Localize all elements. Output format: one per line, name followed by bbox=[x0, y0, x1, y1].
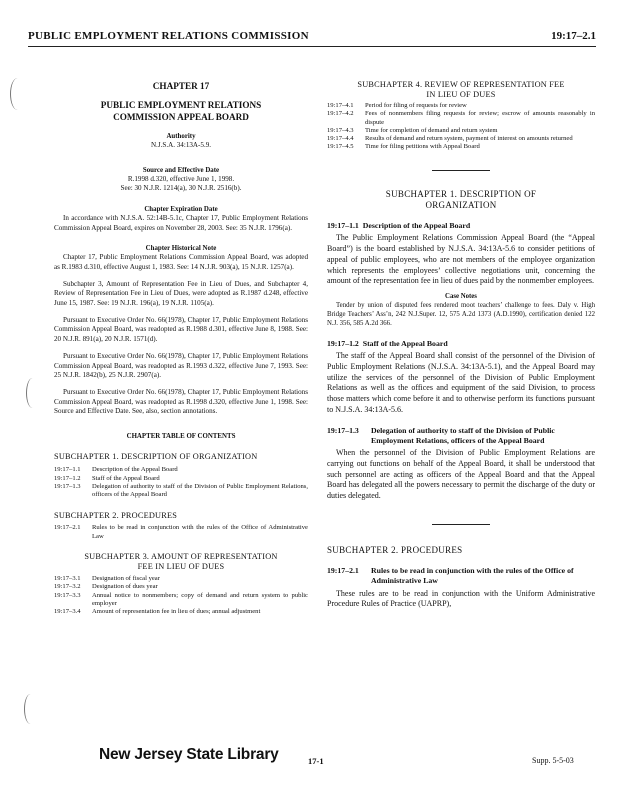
section-heading bbox=[327, 221, 595, 231]
section-body: The staff of the Appeal Board shall consist of the personnel of the Division of Public Employment Relations (N.J.S.A. 34:13A-5.1), and the Appeal Board may utilize the services of the personnel of the Division of Public Employment Relations as well as the offices and equipment of the said Division, to process those matters which come before it and to otherwise perform its functions pursuant to N.J.S.A. 34:13A-5.6. bbox=[327, 351, 595, 414]
toc-list bbox=[327, 102, 595, 152]
toc-list bbox=[54, 466, 308, 499]
historical-note: Subchapter 3, Amount of Representation Fee in Lieu of Dues, and Subchapter 4, Review of Representation Fee in Lieu of Dues, were adopted as R.1987 d.248, effective June 15, 1987. See: 19 N.J.R. 196(a), 19 N.J.R. 1105(a). bbox=[54, 280, 308, 307]
toc-item: 19:17–3.1 Designation of fiscal year bbox=[54, 574, 160, 582]
toc-item: 19:17–4.5 Time for filing petitions with Appeal Board bbox=[327, 143, 480, 151]
toc-subchapter-title: SUBCHAPTER 3. AMOUNT OF REPRESENTATION FEE IN LIEU OF DUES bbox=[84, 552, 278, 572]
chapter-title bbox=[54, 100, 308, 124]
section-title: Delegation of authority to staff of the Division of Public Employment Relations, officers of the Appeal Board bbox=[371, 425, 555, 445]
section-heading bbox=[327, 339, 595, 349]
authority-text: N.J.S.A. 34:13A-5.9. bbox=[150, 141, 212, 150]
case-notes-text: Tender by union of disputed fees rendered moot teachers’ challenge to fees. Daly v. High Bridge Teachers’ Ass’n, 242 N.J.Super. 12, 575 A.2d 1373 (A.D.1990), certification denied 122 N.J. 356, 585 A.2d 366. bbox=[327, 302, 595, 327]
historical-note: Pursuant to Executive Order No. 66(1978), Chapter 17, Public Employment Relations Commission Appeal Board, was readopted as R.1993 d.322, effective June 7, 1993. See: 25 N.J.R. 1842(b), 25 N.J.R. 2907(a). bbox=[54, 352, 308, 379]
toc-subchapter-title: SUBCHAPTER 1. DESCRIPTION OF ORGANIZATION bbox=[54, 452, 258, 462]
toc-item: 19:17–1.3 Delegation of authority to staff of the Division of Public Employment Relations, officers of the Appeal Board bbox=[54, 482, 308, 499]
toc-item: 19:17–4.2 Fees of nonmembers filing requests for review; escrow of amounts reasonably in dispute bbox=[327, 110, 595, 126]
section-title: Rules to be read in conjunction with the rules of the Office of Administrative Law bbox=[371, 565, 574, 586]
expiration-text: In accordance with N.J.S.A. 52:14B-5.1c, Chapter 17, Public Employment Relations Commission Appeal Board, expires on November 28, 2003. See: 35 N.J.R. 1796(a). bbox=[54, 214, 308, 232]
historical-note: Pursuant to Executive Order No. 66(1978), Chapter 17, Public Employment Relations Commission Appeal Board, was readopted as R.1988 d.301, effective June 8, 1988. See: 20 N.J.R. 891(a), 20 N.J.R. 1571(d). bbox=[54, 316, 308, 343]
binding-mark bbox=[10, 78, 25, 110]
subchapter-heading: SUBCHAPTER 1. DESCRIPTION OF ORGANIZATION bbox=[385, 188, 537, 210]
toc-subchapter-title: SUBCHAPTER 4. REVIEW OF REPRESENTATION FEE IN LIEU OF DUES bbox=[357, 80, 565, 99]
section-body: These rules are to be read in conjunction with the Uniform Administrative Procedure Rules of Practice (UAPRP), bbox=[327, 588, 595, 609]
section-title: Description of the Appeal Board bbox=[362, 221, 471, 231]
toc-item: 19:17–1.1 Description of the Appeal Board bbox=[54, 466, 178, 474]
toc-subchapter-title: SUBCHAPTER 2. PROCEDURES bbox=[54, 510, 178, 520]
expiration-heading: Chapter Expiration Date bbox=[144, 206, 218, 214]
toc-item: 19:17–2.1 Rules to be read in conjunction with the rules of the Office of Administrative Law bbox=[54, 524, 308, 540]
chapter-title-line: PUBLIC EMPLOYMENT RELATIONS bbox=[100, 100, 262, 111]
binding-mark bbox=[26, 378, 39, 408]
source-heading: Source and Effective Date bbox=[142, 166, 220, 174]
page-number: 17-1 bbox=[308, 756, 324, 766]
left-column bbox=[54, 62, 308, 616]
section-number: 19:17–1.2 bbox=[327, 338, 359, 348]
subchapter-heading: SUBCHAPTER 2. PROCEDURES bbox=[327, 544, 463, 555]
running-head-section: 19:17–2.1 bbox=[551, 30, 596, 42]
historical-note: Chapter 17, Public Employment Relations Commission Appeal Board, was adopted as R.1983 d.310, effective August 1, 1983. See: 14 N.J.R. 903(a), 15 N.J.R. 1257(a). bbox=[54, 253, 308, 271]
section-number: 19:17–1.3 bbox=[327, 425, 359, 435]
library-stamp: New Jersey State Library bbox=[99, 746, 279, 763]
section-title: Staff of the Appeal Board bbox=[362, 338, 448, 348]
toc-item: 19:17–3.4 Amount of representation fee in lieu of dues; annual adjustment bbox=[54, 608, 261, 616]
chapter-title-line: COMMISSION APPEAL BOARD bbox=[113, 112, 249, 123]
toc-list bbox=[54, 575, 308, 616]
section-number: 19:17–1.1 bbox=[327, 221, 359, 231]
authority-heading: Authority bbox=[166, 133, 196, 141]
source-text: See: 30 N.J.R. 1214(a), 30 N.J.R. 2516(b). bbox=[120, 183, 242, 192]
section-heading bbox=[327, 426, 595, 447]
source-text: R.1998 d.320, effective June 1, 1998. bbox=[127, 174, 235, 183]
running-head-title: PUBLIC EMPLOYMENT RELATIONS COMMISSION bbox=[28, 30, 309, 42]
section-heading bbox=[327, 566, 595, 587]
toc-list bbox=[54, 524, 308, 541]
section-divider bbox=[432, 524, 490, 525]
supplement-date: Supp. 5-5-03 bbox=[532, 756, 574, 765]
section-divider bbox=[432, 170, 490, 171]
section-body: When the personnel of the Division of Public Employment Relations are carrying out functions on behalf of the Appeal Board, it shall be understood that such personnel are acting as officers of the Appeal Board and that the Appeal Board has delegated all the powers necessary to permit the discharge of the duty or duties delegated. bbox=[327, 448, 595, 500]
toc-item: 19:17–3.3 Annual notice to nonmembers; copy of demand and return system to public employer bbox=[54, 591, 308, 607]
section-body: The Public Employment Relations Commission Appeal Board (the “Appeal Board”) is the board established by N.J.S.A. 34:13A-5.6 to consider petitions of appeal of public employees, who are not members of the employee organization which represents the employees’ collective negotiations unit, concerning the amount of the representation fee in lieu of dues paid by the nonmember employees. bbox=[327, 233, 595, 286]
right-column bbox=[327, 80, 595, 610]
historical-note-heading: Chapter Historical Note bbox=[145, 245, 217, 253]
historical-note: Pursuant to Executive Order No. 66(1978), Chapter 17, Public Employment Relations Commission Appeal Board, was readopted as R.1998 d.320, effective June 1, 1998. See: Source and Effective Date. See, also, section annotations. bbox=[54, 388, 308, 415]
binding-mark bbox=[24, 694, 37, 724]
toc-item: 19:17–3.2 Designation of dues year bbox=[54, 583, 158, 591]
toc-heading: CHAPTER TABLE OF CONTENTS bbox=[126, 433, 236, 441]
toc-item: 19:17–1.2 Staff of the Appeal Board bbox=[54, 474, 160, 482]
page-header bbox=[28, 30, 596, 47]
toc-item: 19:17–4.1 Period for filing of requests for review bbox=[327, 101, 467, 109]
toc-item: 19:17–4.4 Results of demand and return system, payment of interest on amounts returned bbox=[327, 135, 573, 143]
section-number: 19:17–2.1 bbox=[327, 565, 359, 575]
chapter-number: CHAPTER 17 bbox=[152, 81, 210, 91]
case-notes-heading: Case Notes bbox=[445, 293, 477, 301]
toc-item: 19:17–4.3 Time for completion of demand and return system bbox=[327, 126, 498, 134]
